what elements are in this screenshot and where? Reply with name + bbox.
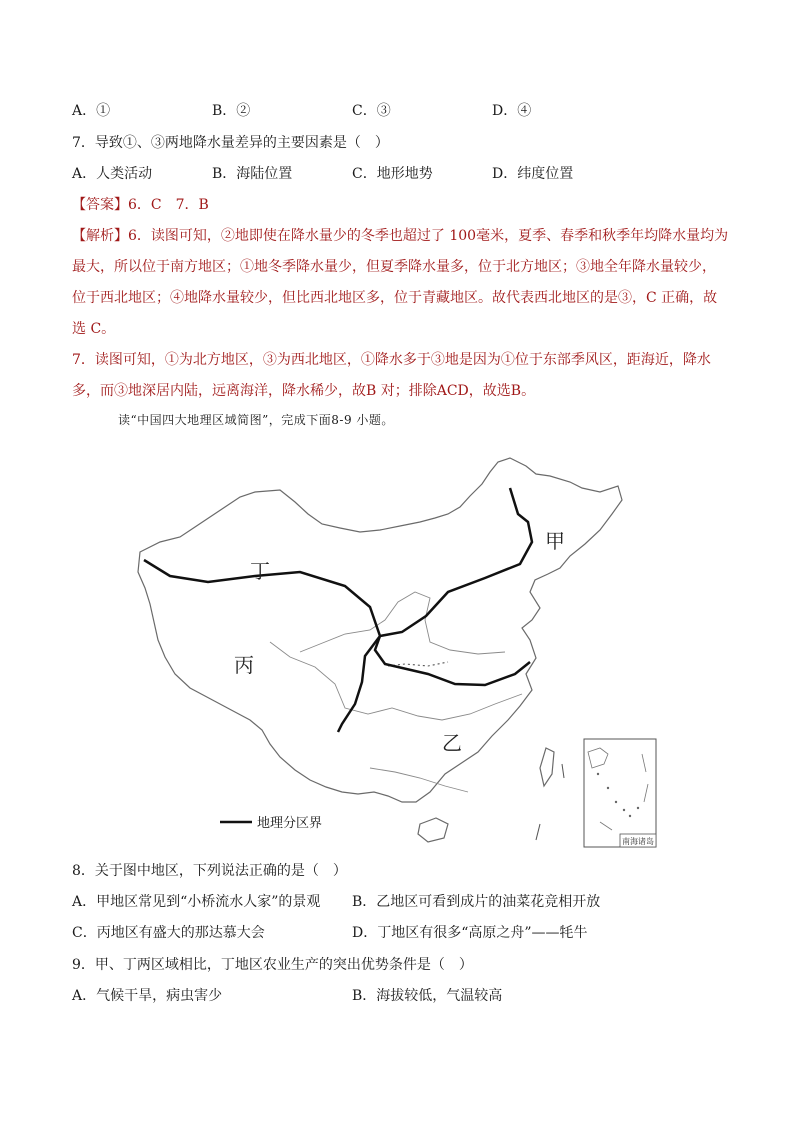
coastal-dash-1 bbox=[562, 764, 564, 778]
q7-option-c: C．地形地势 bbox=[352, 166, 433, 182]
pearl-river bbox=[370, 768, 468, 792]
division-boundaries bbox=[144, 488, 532, 732]
q8-option-a: A．甲地区常见到“小桥流水人家”的景观 bbox=[72, 894, 321, 910]
region-label-jia: 甲 bbox=[545, 529, 565, 553]
q9-stem: 9．甲、丁两区域相比，丁地区农业生产的突出优势条件是（ ） bbox=[72, 957, 473, 973]
yellow-river bbox=[300, 592, 505, 654]
q6-option-d: D．④ bbox=[492, 103, 532, 119]
q7-option-b: B．海陆位置 bbox=[212, 166, 293, 182]
taiwan-island bbox=[540, 748, 554, 786]
q7-stem: 7．导致①、③两地降水量差异的主要因素是（ ） bbox=[72, 135, 389, 151]
region-label-yi: 乙 bbox=[442, 731, 462, 755]
q8-stem: 8．关于图中地区，下列说法正确的是（ ） bbox=[72, 863, 347, 879]
boundary-north-northwest bbox=[380, 488, 532, 636]
china-regions-map bbox=[130, 452, 670, 852]
q9-option-a: A．气候干旱，病虫害少 bbox=[72, 988, 223, 1004]
region-label-ding: 丁 bbox=[250, 559, 270, 583]
analysis-text-1: 6．读图可知，②地即使在降水量少的冬季也超过了 100毫米，夏季、春季和秋季年均降水量均为 bbox=[128, 228, 729, 244]
answer-text: 6．C 7．B bbox=[128, 197, 209, 213]
q9-option-b: B．海拔较低，气温较高 bbox=[352, 988, 503, 1004]
q7-option-d: D．纬度位置 bbox=[492, 166, 574, 182]
legend-label: 地理分区界 bbox=[257, 816, 323, 831]
analysis-line-6: 多，而③地深居内陆，远离海洋，降水稀少，故B 对；排除ACD，故选B。 bbox=[72, 383, 536, 399]
analysis-line-4: 选 C。 bbox=[72, 321, 116, 337]
q8-option-d: D．丁地区有很多“高原之舟”——牦牛 bbox=[352, 925, 588, 941]
region-label-bing: 丙 bbox=[234, 653, 254, 677]
q6-option-b: B．② bbox=[212, 103, 251, 119]
boundary-tibet-south bbox=[338, 636, 380, 732]
inset-label: 南海诸岛 bbox=[622, 837, 654, 846]
south-china-sea-inset bbox=[584, 739, 656, 847]
q8-option-c: C．丙地区有盛大的那达慕大会 bbox=[72, 925, 265, 941]
q6-option-c: C．③ bbox=[352, 103, 391, 119]
analysis-tag: 【解析】 bbox=[72, 228, 128, 244]
analysis-line-1 bbox=[72, 226, 728, 246]
coastal-dash-2 bbox=[536, 824, 540, 840]
answer-line bbox=[72, 195, 209, 215]
answer-tag: 【答案】 bbox=[72, 197, 128, 213]
analysis-line-5: 7．读图可知，①为北方地区，③为西北地区，①降水多于③地是因为①位于东部季风区，距海近，降水 bbox=[72, 352, 711, 368]
boundary-north-south bbox=[375, 636, 530, 685]
qinling-line bbox=[388, 662, 448, 666]
country-outline bbox=[138, 458, 622, 802]
hainan-island bbox=[418, 818, 448, 842]
q7-option-a: A．人类活动 bbox=[72, 166, 153, 182]
q6-option-a: A．① bbox=[72, 103, 111, 119]
analysis-line-3: 位于西北地区；④地降水量较少，但比西北地区多，位于青藏地区。故代表西北地区的是③，C 正确，故 bbox=[72, 290, 718, 306]
q8-option-b: B．乙地区可看到成片的油菜花竞相开放 bbox=[352, 894, 601, 910]
map-caption: 读“中国四大地理区域简图”，完成下面8-9 小题。 bbox=[118, 413, 394, 427]
analysis-line-2: 最大，所以位于南方地区；①地冬季降水量少，但夏季降水量多，位于北方地区；③地全年降水量较少， bbox=[72, 259, 716, 275]
